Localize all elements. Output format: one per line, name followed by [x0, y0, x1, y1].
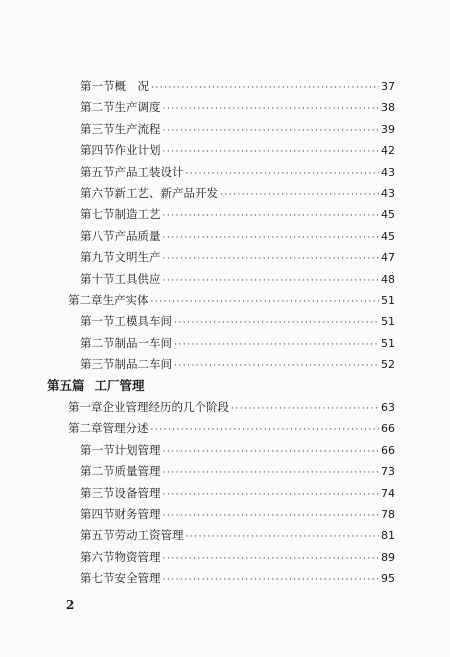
toc-dot-leader: [151, 292, 380, 312]
toc-entry-title: 安全管理: [114, 571, 161, 586]
toc-entry: [80, 269, 395, 289]
toc-entry-number: 第四节: [80, 507, 115, 521]
toc-entry-title: 工模具车间: [114, 314, 172, 329]
toc-entry-number: 第二节: [80, 100, 115, 115]
toc-entry: [47, 376, 145, 396]
toc-dot-leader: [163, 142, 380, 162]
toc-entry-page: 66: [381, 422, 395, 436]
toc-entry-number: 第一节: [80, 79, 115, 93]
toc-entry-title: 生产调度: [114, 100, 161, 115]
toc-dot-leader: [231, 399, 379, 419]
toc-entry-page: 45: [381, 229, 395, 243]
toc-entry-title: 设备管理: [114, 485, 161, 500]
toc-entry-page: 38: [381, 101, 395, 115]
toc-entry-number: 第二章: [68, 421, 103, 436]
toc-dot-leader: [151, 420, 380, 440]
toc-entry-page: 42: [381, 144, 395, 158]
toc-entry: [80, 311, 395, 331]
toc-entry-number: 第三节: [80, 121, 115, 136]
toc-dot-leader: [151, 78, 379, 98]
toc-entry-number: 第一节: [80, 314, 115, 329]
toc-entry-page: 66: [381, 443, 395, 457]
toc-entry-title: 产品质量: [114, 228, 161, 243]
toc-entry-page: 73: [381, 465, 395, 479]
toc-entry-number: 第七节: [80, 571, 115, 586]
toc-entry-page: 45: [381, 208, 395, 222]
toc-entry-number: 第八节: [80, 228, 115, 243]
toc-entry: [80, 440, 395, 460]
toc-entry-title: 产品工装设计: [114, 164, 184, 179]
toc-entry-number: 第四节: [80, 143, 115, 158]
toc-entry: [80, 76, 395, 96]
toc-entry-number: 第九节: [80, 250, 115, 265]
toc-entry-number: 第三节: [80, 485, 115, 500]
toc-entry-title: 工厂管理: [94, 377, 145, 393]
toc-dot-leader: [163, 249, 380, 269]
toc-entry-page: 48: [381, 272, 395, 286]
toc-entry: [80, 97, 395, 117]
toc-dot-leader: [163, 99, 380, 119]
toc-dot-leader: [186, 527, 380, 547]
toc-entry-number: 第二节: [80, 335, 115, 350]
toc-entry-number: 第七节: [80, 207, 115, 222]
toc-entry-title: 物资管理: [114, 549, 161, 564]
toc-entry: [80, 568, 395, 588]
toc-entry-page: 43: [381, 165, 395, 179]
toc-entry: [80, 226, 395, 246]
toc-entry-page: 95: [381, 572, 395, 586]
toc-entry-title: 制造工艺: [114, 207, 161, 222]
toc-entry: [68, 418, 395, 438]
toc-entry-number: 第一章: [68, 400, 103, 414]
toc-entry-page: 39: [381, 122, 395, 136]
toc-entry-title: 作业计划: [114, 143, 161, 158]
toc-dot-leader: [174, 335, 379, 355]
toc-entry: [80, 547, 395, 567]
page-number: 2: [66, 598, 75, 612]
toc-entry: [80, 162, 395, 182]
toc-entry-title: 生产流程: [114, 121, 161, 136]
toc-entry: [80, 247, 395, 267]
toc-entry-number: 第三节: [80, 357, 115, 372]
toc-entry-number: 第五节: [80, 164, 115, 179]
toc-entry-title: 管理分述: [102, 421, 149, 436]
toc-entry-page: 63: [381, 401, 395, 414]
toc-entry-number: 第二节: [80, 464, 115, 479]
toc-dot-leader: [163, 463, 380, 483]
toc-entry-number: 第五篇: [47, 377, 85, 393]
toc-entry: [68, 290, 395, 310]
toc-entry-title: 新工艺、新产品开发: [114, 186, 218, 200]
toc-entry-title: 生产实体: [102, 293, 149, 307]
toc-dot-leader: [163, 442, 380, 462]
toc-entry: [80, 354, 395, 374]
toc-entry: [80, 525, 395, 545]
toc-entry-title: 制品二车间: [114, 357, 172, 372]
toc-entry-page: 78: [381, 508, 395, 521]
toc-entry-title: 财务管理: [114, 507, 161, 521]
toc-dot-leader: [174, 356, 379, 376]
toc-entry: [80, 483, 395, 503]
toc-entry-page: 51: [381, 294, 395, 307]
toc-entry-number: 第二章: [68, 293, 103, 307]
toc-entry-number: 第一节: [80, 442, 115, 457]
toc-entry-page: 89: [381, 550, 395, 564]
toc-entry: [68, 397, 395, 417]
toc-dot-leader: [174, 313, 379, 333]
toc-dot-leader: [163, 570, 380, 590]
toc-entry-title: 文明生产: [114, 250, 161, 265]
toc-entry-title: 工具供应: [114, 271, 161, 286]
toc-dot-leader: [163, 506, 380, 526]
toc-dot-leader: [163, 549, 380, 569]
toc-dot-leader: [163, 206, 380, 226]
toc-dot-leader: [186, 164, 380, 184]
toc-entry-page: 51: [381, 315, 395, 329]
toc-dot-leader: [163, 121, 380, 141]
toc-entry-page: 52: [381, 358, 395, 372]
toc-entry: [80, 333, 395, 353]
toc-entry-number: 第十节: [80, 271, 115, 286]
toc-entry-page: 81: [381, 529, 395, 543]
toc-dot-leader: [163, 228, 380, 248]
toc-entry-page: 74: [381, 486, 395, 500]
toc-entry: [80, 504, 395, 524]
toc-entry-page: 43: [381, 187, 395, 200]
toc-entry-page: 37: [381, 80, 395, 93]
toc-dot-leader: [220, 185, 379, 205]
toc-entry: [80, 119, 395, 139]
toc-entry-number: 第六节: [80, 186, 115, 200]
toc-entry: [80, 183, 395, 203]
toc-dot-leader: [163, 271, 380, 291]
toc-entry-page: 51: [381, 336, 395, 350]
toc-dot-leader: [163, 485, 380, 505]
toc-entry-number: 第六节: [80, 549, 115, 564]
toc-entry-title: 质量管理: [114, 464, 161, 479]
toc-entry: [80, 461, 395, 481]
toc-entry-number: 第五节: [80, 528, 115, 543]
toc-entry-title: 概 况: [114, 79, 149, 93]
toc-entry: [80, 140, 395, 160]
toc-entry: [80, 204, 395, 224]
toc-entry-title: 企业管理经历的几个阶段: [102, 400, 229, 414]
toc-entry-title: 计划管理: [114, 442, 161, 457]
toc-entry-title: 劳动工资管理: [114, 528, 184, 543]
toc-entry-title: 制品一车间: [114, 335, 172, 350]
toc-entry-page: 47: [381, 251, 395, 265]
